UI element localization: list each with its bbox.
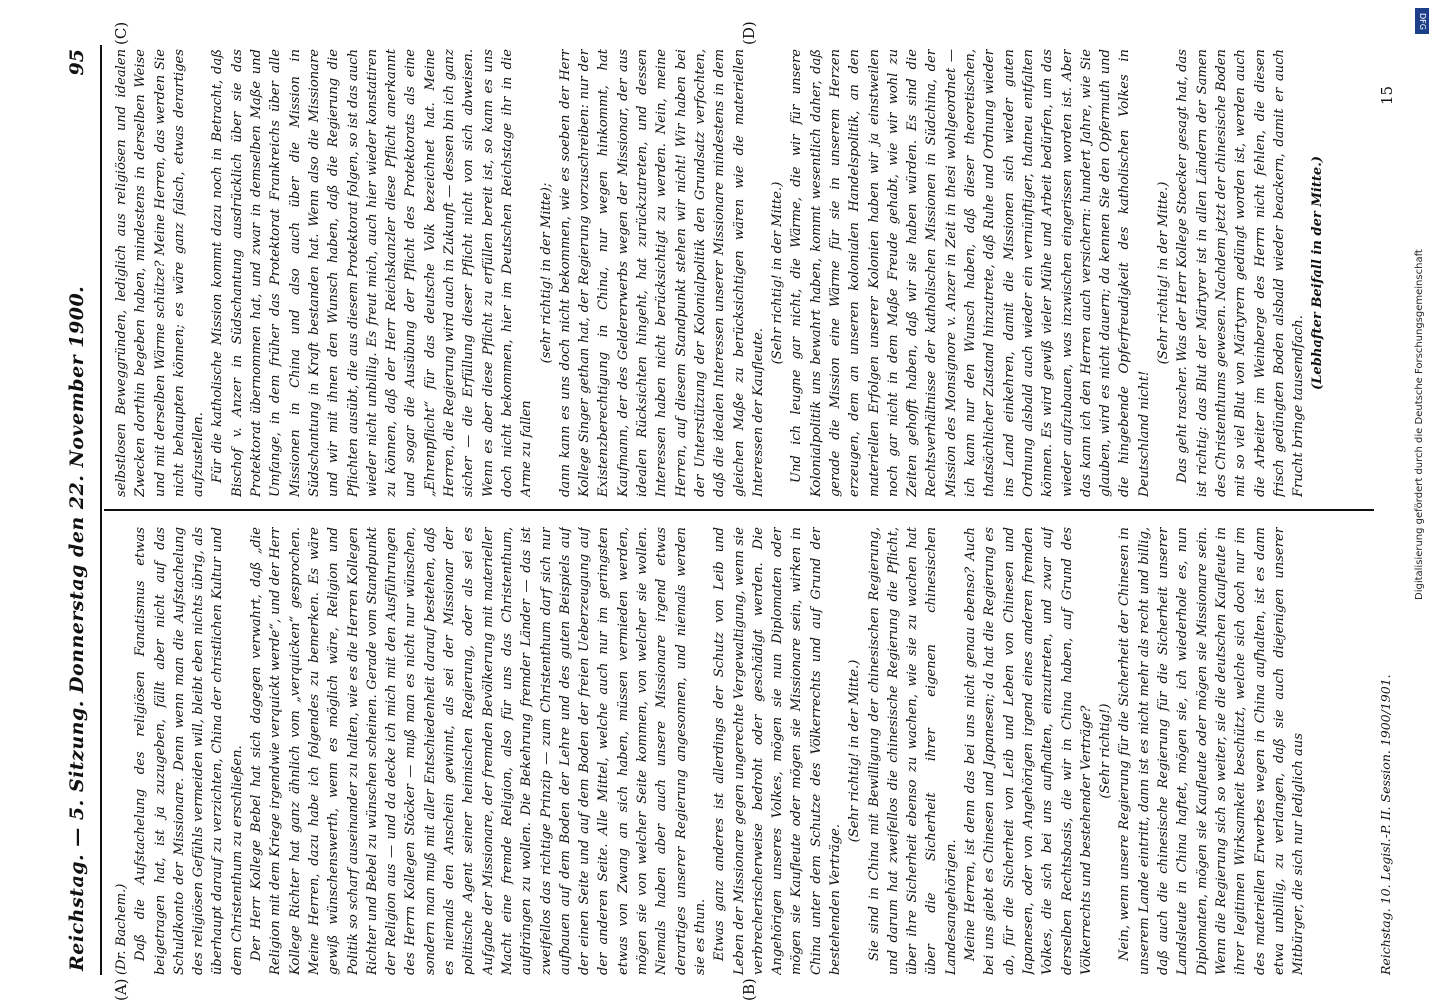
interjection: (sehr richtig! in der Mitte); xyxy=(538,182,554,364)
interjection: (Sehr richtig!) xyxy=(1098,703,1114,799)
margin-marker-d: (D) xyxy=(740,21,758,45)
interjection: (Sehr richtig! in der Mitte.) xyxy=(847,659,863,843)
dfg-logo: DFG xyxy=(1415,8,1429,34)
paragraph: dann kann es uns doch nicht bekommen, wie es soeben der Herr Kollege Singer gethan hat, der Regierung vorzuschreiben: nur der Existenzberechtigung in China, nur wegen hinkommt, hat Kaufmann, der des Geldererwerbs wegen der Missionar, der aus idealen Rücksichten hingeht, hat zurückzutreten, und dessen Interessen haben nicht berücksichtigt zu werden. Nein, meine Herren, auf diesem Standpunkt stehen wir nicht! Wir haben bei der Unterstützung der Kolonialpolitik den Grundsatz verfochten, daß die idealen Interessen unserer Missionare mindestens in dem gleichen Maße zu berücksichtigen wären wie die materiellen Interessen der Kaufleute. xyxy=(557,49,766,497)
margin-marker-b: (B) xyxy=(740,978,758,1001)
paragraph: Sie sind in China mit Bewilligung der chinesischen Regierung, und darum hat zweifellos die chinesische Regierung die Pflicht, über ihre Sicherheit ebenso zu wachen, wie sie zu wachen hat über die Sicherheit ihrer eigenen chinesischen Landesangehörigen. xyxy=(866,527,959,975)
left-column xyxy=(112,527,1372,975)
right-column xyxy=(112,49,1372,497)
page-number: 95 xyxy=(66,49,88,76)
paragraph: Das geht rascher. Was der Herr Kollege Stoecker gesagt hat, das ist richtig: das Blut der Märtyrer ist in allen Ländern der Samen des Christenthums gewesen. Nachdem jetzt der chinesische Boden mit so viel Blut von Märtyrern gedüngt worden ist, werden auch die Arbeiter im Weinberge des Herrn nicht fehlen, die diesen frisch gedüngten Boden alsbald wieder beackern, damit er auch Frucht bringe tausendfach. xyxy=(1175,49,1307,497)
footer-session-line: Reichstag. 10. Legisl.-P. II. Session. 1900/1901. xyxy=(1378,674,1393,975)
paragraph: Daß die Aufstachelung des religiösen Fanatismus etwas beigetragen hat, ist ja zuzugeben, fällt aber nicht auf das Schuldkonto der Missionare. Denn wenn man die Aufstachelung des religiösen Gefühls vermeiden will, bleibt eben nichts übrig, als überhaupt darauf zu verzichten, China der christlichen Kultur und dem Christenthum zu erschließen. xyxy=(133,527,245,975)
paragraph: selbstlosen Beweggründen, lediglich aus religiösen und idealen Zwecken dorthin begeben haben, mindestens in derselben Weise und mit derselben Wärme schütze? Meine Herren, das werden Sie nicht behaupten können; es wäre ganz falsch, etwas derartiges aufzustellen. xyxy=(114,49,207,497)
margin-marker-c: (C) xyxy=(112,21,130,45)
paragraph: Etwas ganz anderes ist allerdings der Schutz von Leib und Leben der Missionare gegen ungerechte Vergewaltigung, wenn sie verbrecherischerweise bedroht oder geschädigt werden. Die Angehörigen unseres Volkes, mögen sie nun Diplomaten oder mögen sie Kaufleute oder mögen sie Missionare sein, wirken in China unter dem Schutze des Völkerrechts und auf Grund der bestehenden Verträge. xyxy=(712,527,843,975)
dfg-credit-text: Digitalisierung gefördert durch die Deutsche Forschungsgemeinschaft xyxy=(1414,249,1425,600)
header-title: Reichstag. — 5. Sitzung. Donnerstag den 22. November 1900. xyxy=(66,285,88,971)
signature-number: 15 xyxy=(1378,85,1396,105)
margin-marker-a: (A) xyxy=(112,978,130,1001)
interjection: (Sehr richtig! in der Mitte.) xyxy=(770,181,786,365)
dfg-side-strip xyxy=(1412,0,1434,1000)
paragraph: Und ich leugne gar nicht, die Wärme, die wir für unsere Kolonialpolitik uns bewahrt haben, kommt wesentlich daher, daß gerade die Mission eine Wärme für sie in unserem Herzen erzeugen, dem an unseren kolonialen Handelspolitik, an den materiellen Erfolgen unserer Kolonien haben wir ja einstweilen noch gar nicht in dem Maße Freude gehabt, wie wir wohl zu Zeiten gehofft haben, daß wir sie haben würden. Es sind die Rechtsverhältnisse der katholischen Missionen in Südchina, der Mission des Monsignore v. Anzer in Zeit in thesi wohlgeordnet — ich kann nur den Wunsch haben, daß dieser theoretischen, thatsächlicher Zustand hinzutrete, daß Ruhe und Ordnung wieder ins Land einkehren, damit die Missionen sich wieder guten Ordnung alsbald auch wieder ein vernünftiger, thatneu entfalten können. Es wird gewiß vieler Mühe und Arbeit bedürfen, um das wieder aufzubauen, was inzwischen eingerissen worden ist. Aber das kann ich den Herren auch versichern: hundert Jahre, wie Sie glauben, wird es nicht dauern; da kennen Sie den Opfermuth und die hingebende Opferfreudigkeit des katholischen Volkes in Deutschland nicht! xyxy=(789,49,1152,497)
column-divider xyxy=(104,509,1374,511)
interjection: (Sehr richtig! in der Mitte.) xyxy=(1156,181,1172,365)
paragraph: Nein, wenn unsere Regierung für die Sicherheit der Chinesen in unserem Lande eintritt, dann ist es nicht mehr als recht und billig, daß auch die chinesische Regierung für die Sicherheit unserer Landsleute in China haftet, mögen sie, ich wiederhole es, nun Diplomaten, mögen sie Kaufleute oder mögen sie Missionare sein. Wenn die Regierung sich so weiter, sie die deutschen Kaufleute in ihrer legitimen Wirksamkeit beschützt, welche sich doch nur im des materiellen Erwerbes wegen in China aufhalten, ist es dann etwa unbillig, zu verlangen, daß sie auch diejenigen unserer Mitbürger, die sich nur lediglich aus xyxy=(1117,527,1307,975)
paragraph: Der Herr Kollege Bebel hat sich dagegen verwahrt, daß „die Religion mit dem Kriege irgendwie verquickt werde“, und der Herr Kollege Richter hat ganz ähnlich vom „verquicken“ gesprochen. Meine Herren, dazu habe ich folgendes zu bemerken. Es wäre gewiß wünschenswerth, wenn es möglich wäre, Religion und Politik so scharf auseinander zu halten, wie es die Herren Kollegen Richter und Bebel zu wünschen scheinen. Gerade vom Standpunkt der Religion aus — und da decke ich mich mit den Ausführungen des Herrn Kollegen Stöcker — muß man es nicht nur wünschen, sondern man muß mit aller Entschiedenheit darauf bestehen, daß es niemals den Anschein gewinnt, als sei der Missionar der politische Agent seiner heimischen Regierung, oder als sei es Aufgabe der Missionare, der fremden Bevölkerung mit materieller Macht eine fremde Religion, also für uns das Christenthum, aufdrängen zu wollen. Die Bekehrung fremder Länder — das ist zweifellos das richtige Prinzip — zum Christenthum darf sich nur aufbauen auf dem Boden der Lehre und des guten Beispiels auf der einen Seite und auf dem Boden der freien Ueberzeugung auf der anderen Seite. Alle Mittel, welche auch nur im geringsten etwas von Zwang an sich haben, müssen vermieden werden, mögen sie von welcher Seite kommen, von welcher sie wollen. Niemals haben aber auch unsere Missionare irgend etwas derartiges unserer Regierung angesonnen, und niemals werden sie es thun. xyxy=(249,527,708,975)
rotated-page-content xyxy=(60,21,1396,1001)
page-header xyxy=(60,45,102,975)
speaker-tag: (Dr. Bachem.) xyxy=(114,883,129,975)
paragraph: Meine Herren, ist denn das bei uns nicht genau ebenso? Auch bei uns giebt es Chinesen und Japanesen; da hat die Regierung es ab, für die Sicherheit von Leib und Leben von Chinesen und Japanesen, oder von Angehörigen irgend eines anderen fremden Volkes, die sich bei uns aufhalten, einzutreten, und zwar auf derselben Rechtsbasis, die wir in China haben, auf Grund des Völkerrechts und bestehender Verträge? xyxy=(963,527,1094,975)
paragraph: Für die katholische Mission kommt dazu noch in Betracht, daß Bischof v. Anzer in Südschantung ausdrücklich über sie das Protektorat übernommen hat, und zwar in demselben Maße und Umfange, in dem früher das Protektorat Frankreichs über alle Missionen in China und also auch über die Mission in Südschantung in Kraft bestanden hat. Wenn also die Missionare und wir mit ihnen den Wunsch haben, daß die Regierung die Pflichten ausübt, die aus diesem Protektorat folgen, so ist das auch wieder nicht unbillig. Es freut mich, auch hier wieder konstatiren zu können, daß der Herr Reichskanzler diese Pflicht anerkannt und sogar die Ausübung der Pflicht des Protektorats als eine „Ehrenpflicht“ für das deutsche Volk bezeichnet hat. Meine Herren, die Regierung wird auch in Zukunft — dessen bin ich ganz sicher — die Erfüllung dieser Pflicht nicht von sich abweisen. Wenn es aber diese Pflicht zu erfüllen bereit ist, so kann es uns doch nicht bekommen, hier im Deutschen Reichstage ihr in die Arme zu fallen xyxy=(210,49,535,497)
interjection: (Lebhafter Beifall in der Mitte.) xyxy=(1310,156,1326,390)
